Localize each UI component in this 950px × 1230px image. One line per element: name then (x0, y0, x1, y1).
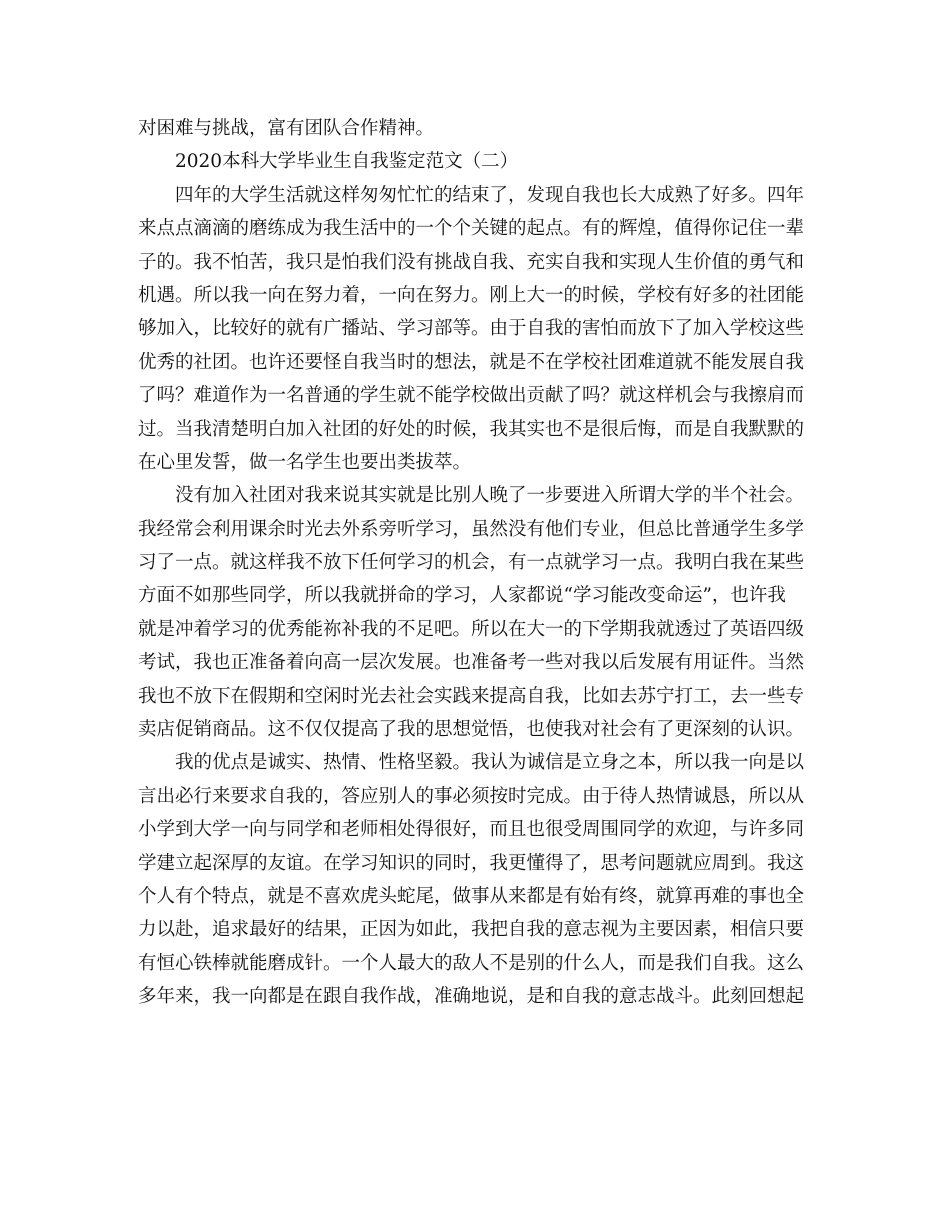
text-line: 小学到大学一向与同学和老师相处得很好，而且也很受周围同学的欢迎，与许多同 (138, 819, 805, 841)
text-line: 考试，我也正准备着向高一层次发展。也准备考一些对我以后发展有用证件。当然 (138, 652, 805, 674)
text-line: 卖店促销商品。这不仅仅提高了我的思想觉悟，也使我对社会有了更深刻的认识。 (138, 719, 805, 741)
text-line: 力以赴，追求最好的结果，正因为如此，我把自我的意志视为主要因素，相信只要 (138, 919, 805, 941)
paragraph-first-line: 我的优点是诚实、热情、性格坚毅。我认为诚信是立身之本，所以我一向是以 (175, 752, 805, 774)
text-line: 方面不如那些同学，所以我就拼命的学习，人家都说“学习能改变命运”，也许我 (138, 585, 786, 607)
section-heading: 2020本科大学毕业生自我鉴定范文（二） (175, 151, 519, 173)
text-line: 子的。我不怕苦，我只是怕我们没有挑战自我、充实自我和实现人生价值的勇气和 (138, 251, 805, 273)
document-page (138, 112, 814, 1014)
text-line: 在心里发誓，做一名学生也要出类拔萃。 (138, 451, 472, 473)
text-line: 过。当我清楚明白加入社团的好处的时候，我其实也不是很后悔，而是自我默默的 (138, 418, 805, 440)
text-line: 习了一点。就这样我不放下任何学习的机会，有一点就学习一点。我明白我在某些 (138, 552, 805, 574)
paragraph-first-line: 没有加入社团对我来说其实就是比别人晚了一步要进入所谓大学的半个社会。 (175, 485, 805, 507)
text-line: 了吗？难道作为一名普通的学生就不能学校做出贡献了吗？就这样机会与我擦肩而 (138, 385, 805, 407)
text-line: 优秀的社团。也许还要怪自我当时的想法，就是不在学校社团难道就不能发展自我 (138, 351, 805, 373)
text-line: 有恒心铁棒就能磨成针。一个人最大的敌人不是别的什么人，而是我们自我。这么 (138, 952, 805, 974)
text-line: 我也不放下在假期和空闲时光去社会实践来提高自我，比如去苏宁打工，去一些专 (138, 685, 805, 707)
text-line: 言出必行来要求自我的，答应别人的事必须按时完成。由于待人热情诚恳，所以从 (138, 785, 805, 807)
text-line: 来点点滴滴的磨练成为我生活中的一个个关键的起点。有的辉煌，值得你记住一辈 (138, 218, 805, 240)
text-line: 就是冲着学习的优秀能祢补我的不足吧。所以在大一的下学期我就透过了英语四级 (138, 618, 805, 640)
text-line: 个人有个特点，就是不喜欢虎头蛇尾，做事从来都是有始有终，就算再难的事也全 (138, 885, 805, 907)
text-line: 学建立起深厚的友谊。在学习知识的同时，我更懂得了，思考问题就应周到。我这 (138, 852, 805, 874)
paragraph-first-line: 四年的大学生活就这样匆匆忙忙的结束了，发现自我也长大成熟了好多。四年 (175, 184, 805, 206)
text-line: 多年来，我一向都是在跟自我作战，准确地说，是和自我的意志战斗。此刻回想起 (138, 986, 805, 1008)
text-line: 够加入，比较好的就有广播站、学习部等。由于自我的害怕而放下了加入学校这些 (138, 318, 805, 340)
text-line: 对困难与挑战，富有团队合作精神。 (138, 118, 435, 139)
text-line: 我经常会利用课余时光去外系旁听学习，虽然没有他们专业，但总比普通学生多学 (138, 518, 805, 540)
text-line: 机遇。所以我一向在努力着，一向在努力。刚上大一的时候，学校有好多的社团能 (138, 284, 805, 306)
